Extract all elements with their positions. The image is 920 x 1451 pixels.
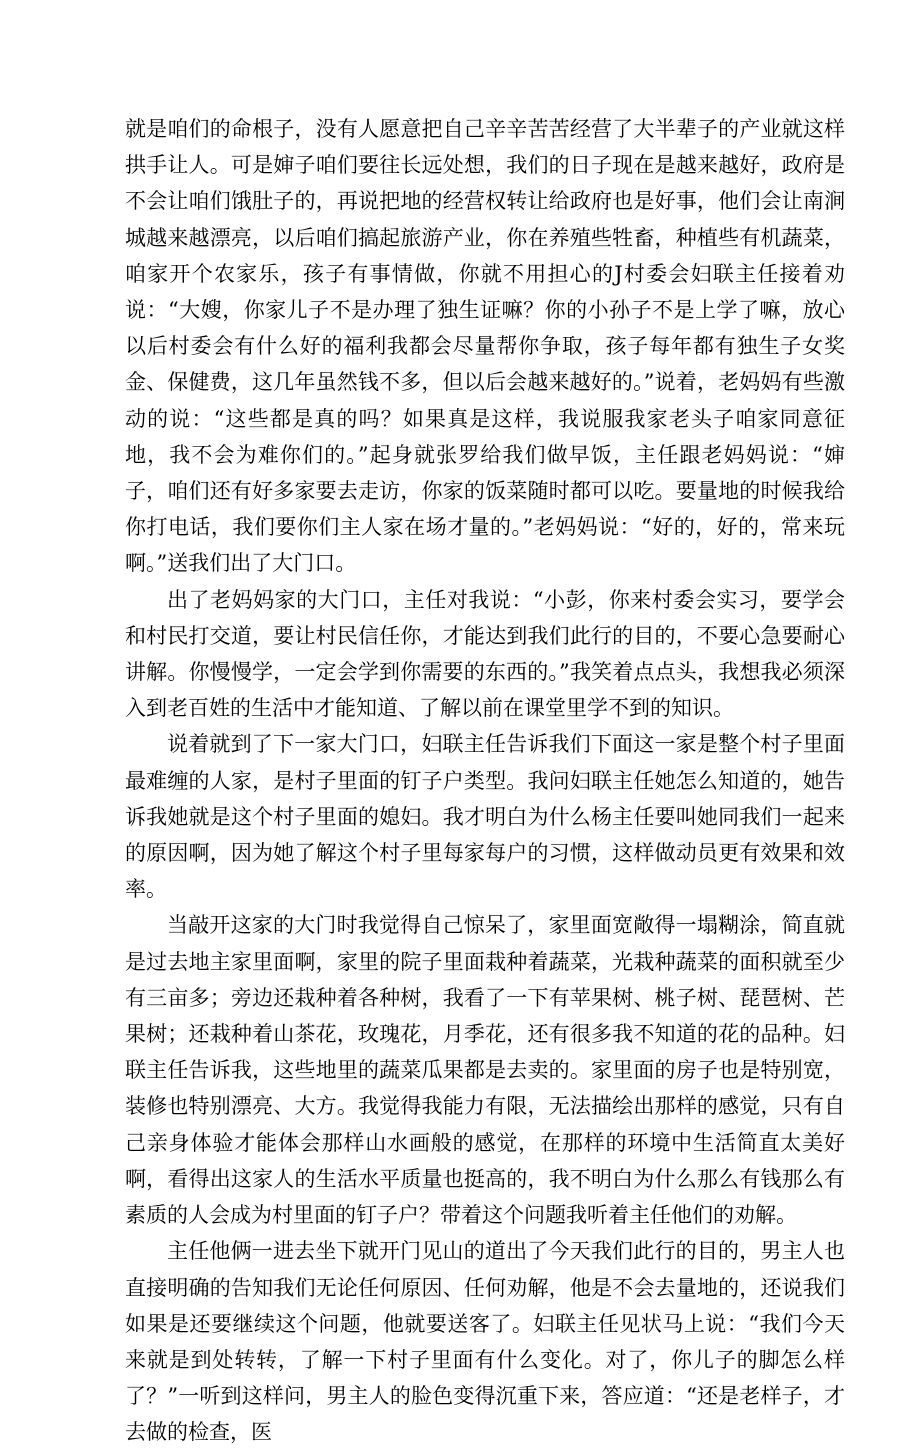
paragraph-1: 就是咱们的命根子，没有人愿意把自己辛辛苦苦经营了大半辈子的产业就这样拱手让人。可是婶子咱们要往长远处想，我们的日子现在是越来越好，政府是不会让咱们饿肚子的，再说把地的经营权转让给政府也是好事，他们会让南涧城越来越漂亮，以后咱们搞起旅游产业，你在养殖些牲畜，种植些有机蔬菜，咱家开个农家乐，孩子有事情做，你就不用担心的J村委会妇联主任接着劝说：“大嫂，你家儿子不是办理了独生证嘛？你的小孙子不是上学了嘛，放心以后村委会有什么好的福利我都会尽量帮你争取，孩子每年都有独生子女奖金、保健费，这几年虽然钱不多，但以后会越来越好的。”说着，老妈妈有些激动的说：“这些都是真的吗？如果真是这样，我说服我家老头子咱家同意征地，我不会为难你们的。”起身就张罗给我们做早饭，主任跟老妈妈说：“婶子，咱们还有好多家要去走访，你家的饭菜随时都可以吃。要量地的时候我给你打电话，我们要你们主人家在场才量的。”老妈妈说：“好的，好的，常来玩啊。”送我们出了大门口。 (125, 117, 845, 576)
paragraph-4: 当敲开这家的大门时我觉得自己惊呆了，家里面宽敞得一塌糊涂，简直就是过去地主家里面啊，家里的院子里面栽种着蔬菜，光栽种蔬菜的面积就至少有三亩多；旁边还栽种着各种树，我看了一下有苹果树、桃子树、琵琶树、芒果树；还栽种着山茶花，玫瑰花，月季花，还有很多我不知道的花的品种。妇联主任告诉我，这些地里的蔬菜瓜果都是去卖的。家里面的房子也是特别宽，装修也特别漂亮、大方。我觉得我能力有限，无法描绘出那样的感觉，只有自己亲身体验才能体会那样山水画般的感觉，在那样的环境中生活简直太美好啊，看得出这家人的生活水平质量也挺高的，我不明白为什么那么有钱那么有素质的人会成为村里面的钉子户？带着这个问题我听着主任他们的劝解。 (125, 913, 845, 1228)
paragraph-5: 主任他俩一进去坐下就开门见山的道出了今天我们此行的目的，男主人也直接明确的告知我们无论任何原因、任何劝解，他是不会去量地的，还说我们如果是还要继续这个问题，他就要送客了。妇联主任见状马上说：“我们今天来就是到处转转，了解一下村子里面有什么变化。对了，你儿子的脚怎么样了？”一听到这样问，男主人的脸色变得沉重下来，答应道：“还是老样子，才去做的检查，医 (125, 1239, 845, 1445)
paragraph-2: 出了老妈妈家的大门口，主任对我说：“小彭，你来村委会实习，要学会和村民打交道，要让村民信任你，才能达到我们此行的目的，不要心急要耐心讲解。你慢慢学，一定会学到你需要的东西的。”我笑着点点头，我想我必须深入到老百姓的生活中才能知道、了解以前在课堂里学不到的知识。 (125, 587, 845, 721)
document-page (125, 111, 845, 1451)
paragraph-3: 说着就到了下一家大门口，妇联主任告诉我们下面这一家是整个村子里面最难缠的人家，是村子里面的钉子户类型。我问妇联主任她怎么知道的，她告诉我她就是这个村子里面的媳妇。我才明白为什么杨主任要叫她同我们一起来的原因啊，因为她了解这个村子里每家每户的习惯，这样做动员更有效果和效率。 (125, 732, 845, 902)
